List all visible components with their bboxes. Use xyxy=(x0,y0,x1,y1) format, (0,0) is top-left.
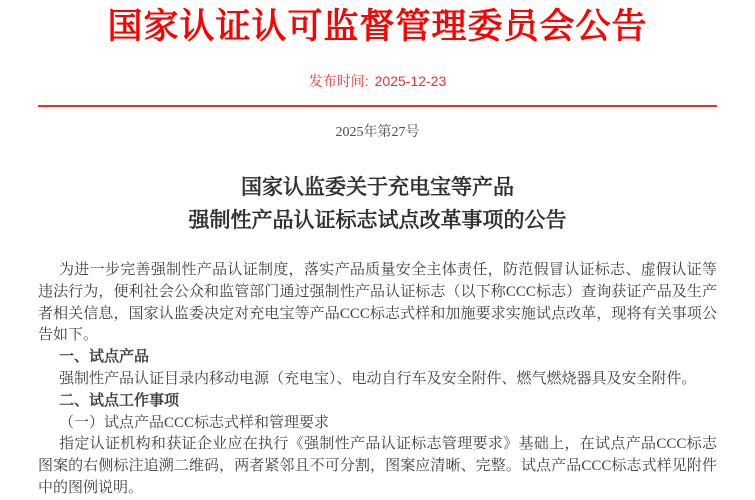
title-divider xyxy=(38,105,717,107)
publish-date-label: 发布时间: xyxy=(308,73,369,89)
document-title-line1: 国家认监委关于充电宝等产品 xyxy=(241,176,514,199)
document-body xyxy=(38,260,717,500)
publish-date xyxy=(38,72,717,91)
page-title: 国家认证认可监督管理委员会公告 xyxy=(107,7,648,46)
document-number: 2025年第27号 xyxy=(335,125,420,140)
intro-paragraph: 为进一步完善强制性产品认证制度，落实产品质量安全主体责任，防范假冒认证标志、虚假认证等违法行为，便利社会公众和监管部门通过强制性产品认证标志（以下称CCC标志）查询获证产品及生产者相关信息，国家认监委决定对充电宝等产品CCC标志式样和加施要求实施试点改革，现将有关事项公告如下。 xyxy=(38,262,717,344)
section-2-1-heading: （一）试点产品CCC标志式样和管理要求 xyxy=(59,414,330,431)
publish-date-value: 2025-12-23 xyxy=(374,73,447,89)
document-title-line2: 强制性产品认证标志试点改革事项的公告 xyxy=(188,209,567,232)
section-1-heading: 一、试点产品 xyxy=(59,349,150,366)
section-2-1-content: 指定认证机构和获证企业应在执行《强制性产品认证标志管理要求》基础上，在试点产品CCC标志图案的右侧标注追溯二维码，两者紧邻且不可分割，图案应清晰、完整。试点产品CCC标志式样见附件中的图例说明。 xyxy=(38,436,717,496)
document-title xyxy=(38,171,717,237)
section-1-content: 强制性产品认证目录内移动电源（充电宝）、电动自行车及安全附件、燃气燃烧器具及安全附件。 xyxy=(59,370,697,387)
section-2-heading: 二、试点工作事项 xyxy=(59,392,180,409)
